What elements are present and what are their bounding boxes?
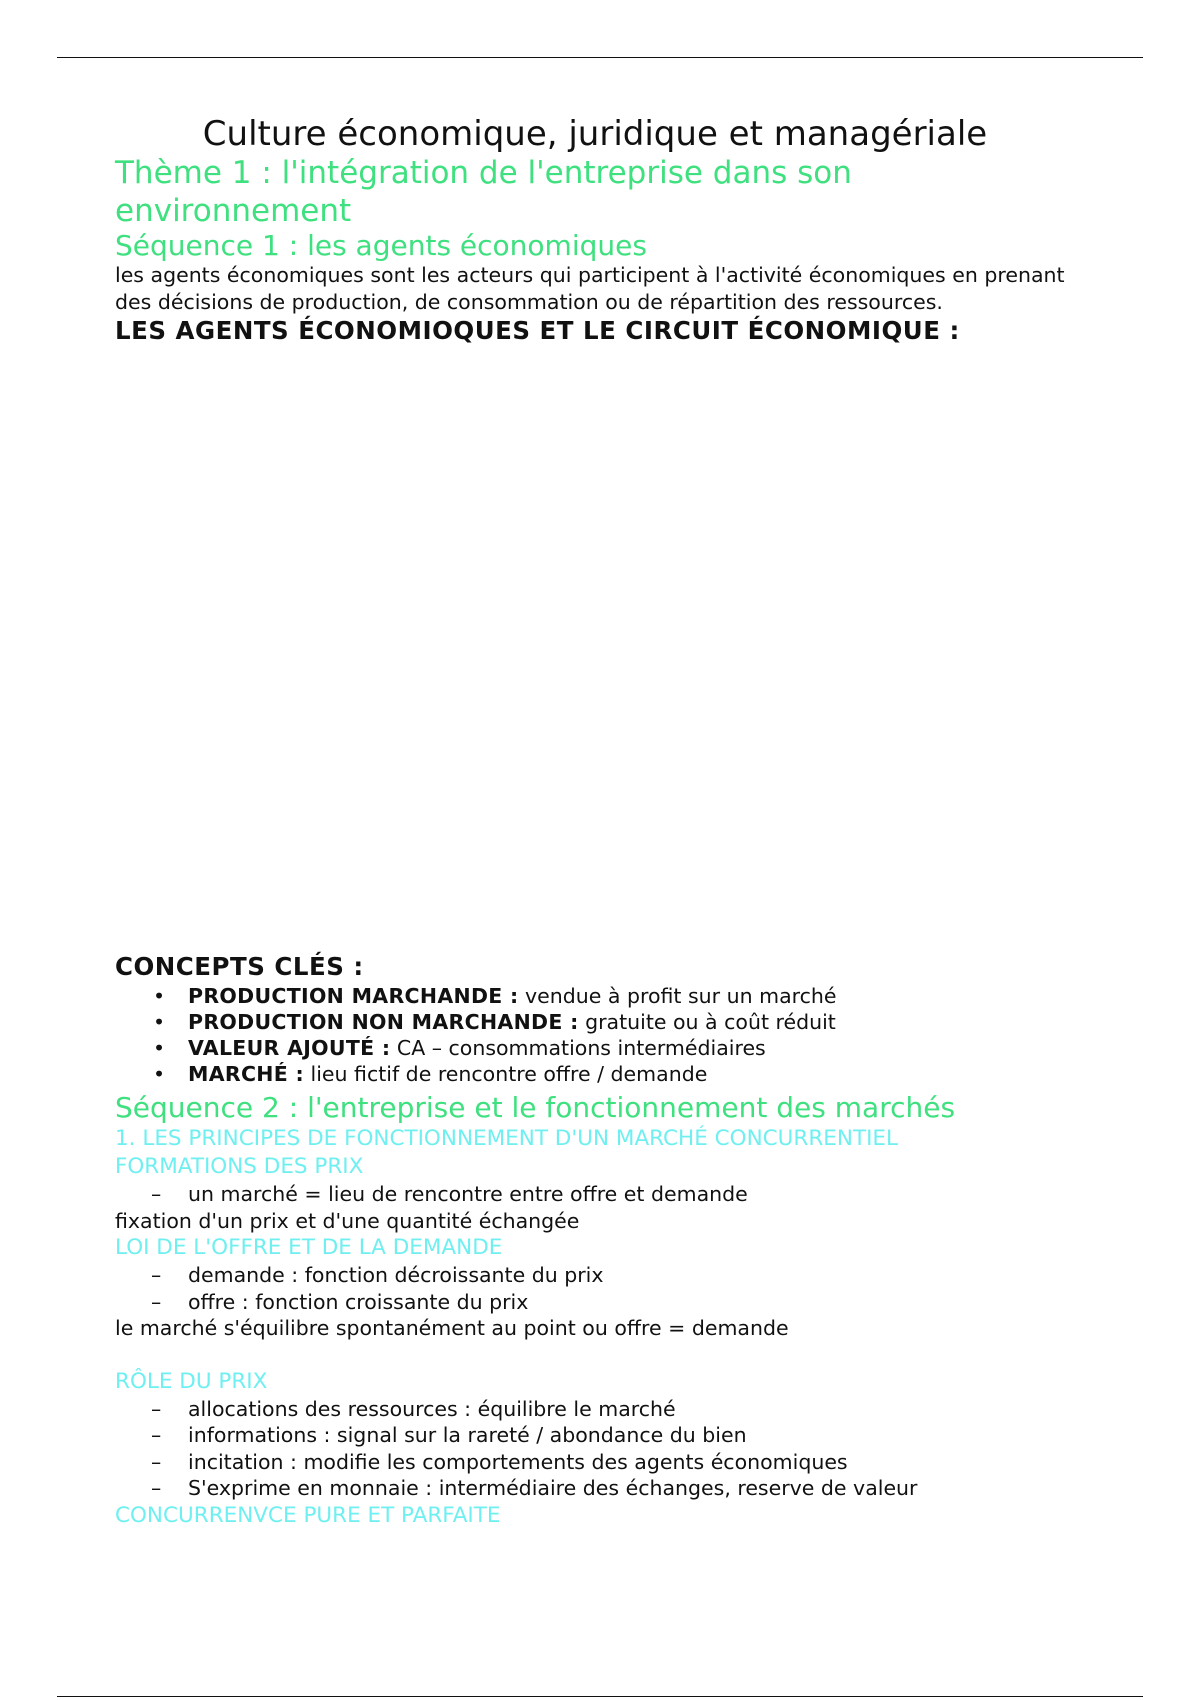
concept-term: PRODUCTION NON MARCHANDE :	[188, 1010, 579, 1034]
sequence-1-heading: Séquence 1 : les agents économiques	[115, 229, 647, 262]
blank-line	[115, 1342, 1075, 1368]
list-item	[115, 1181, 1075, 1208]
list-item-text: incitation : modifie les comportements des agents économiques	[188, 1449, 848, 1474]
dash-icon: –	[151, 1263, 162, 1287]
list-item-text: offre : fonction croissante du prix	[188, 1289, 529, 1314]
concept-term: VALEUR AJOUTÉ :	[188, 1036, 391, 1060]
bullet-icon: •	[153, 984, 166, 1008]
dash-icon: –	[151, 1449, 162, 1474]
document-title: Culture économique, juridique et managériale	[202, 114, 988, 154]
document-body	[115, 112, 1075, 1530]
list-item	[115, 1061, 1075, 1087]
competition-heading: CONCURRENVCE PURE ET PARFAITE	[115, 1502, 501, 1528]
bottom-rule	[57, 1696, 1143, 1697]
concept-term: MARCHÉ :	[188, 1062, 304, 1086]
concept-definition: lieu fictif de rencontre offre / demande	[304, 1062, 708, 1086]
role-heading: RÔLE DU PRIX	[115, 1368, 268, 1394]
dash-icon: –	[151, 1423, 162, 1447]
list-item-text: un marché = lieu de rencontre entre offre et demande	[188, 1182, 748, 1206]
dash-icon: –	[151, 1289, 162, 1314]
law-heading: LOI DE L'OFFRE ET DE LA DEMANDE	[115, 1235, 503, 1260]
concepts-list	[115, 983, 1075, 1087]
formation-list	[115, 1181, 1075, 1208]
list-item-text: allocations des ressources : équilibre le marché	[188, 1396, 676, 1421]
list-item-text: demande : fonction décroissante du prix	[188, 1263, 604, 1287]
dash-icon: –	[151, 1476, 162, 1500]
list-item	[115, 1396, 1075, 1423]
law-list	[115, 1262, 1075, 1315]
list-item	[115, 1289, 1075, 1316]
law-note: le marché s'équilibre spontanément au point ou offre = demande	[115, 1316, 789, 1340]
concept-definition: gratuite ou à coût réduit	[578, 1010, 836, 1034]
concept-term: PRODUCTION MARCHANDE :	[188, 984, 519, 1008]
list-item	[115, 1009, 1075, 1035]
formation-heading: FORMATIONS DES PRIX	[115, 1154, 364, 1179]
bullet-icon: •	[153, 1062, 166, 1086]
list-item	[115, 1449, 1075, 1476]
principles-heading: 1. LES PRINCIPES DE FONCTIONNEMENT D'UN MARCHÉ CONCURRENTIEL	[115, 1126, 898, 1151]
role-list	[115, 1396, 1075, 1502]
theme-heading: Thème 1 : l'intégration de l'entreprise dans son environnement	[115, 155, 852, 229]
sequence-1-intro: les agents économiques sont les acteurs qui participent à l'activité économiques en prenant des décisions de production, de consommation ou de répartition des ressources.	[115, 263, 1065, 314]
concept-definition: vendue à profit sur un marché	[518, 984, 837, 1008]
list-item	[115, 983, 1075, 1009]
list-item-text: S'exprime en monnaie : intermédiaire des échanges, reserve de valeur	[188, 1476, 918, 1500]
list-item-text: informations : signal sur la rareté / abondance du bien	[188, 1423, 747, 1447]
dash-icon: –	[151, 1396, 162, 1421]
dash-icon: –	[151, 1182, 162, 1206]
list-item	[115, 1475, 1075, 1502]
list-item	[115, 1262, 1075, 1289]
bullet-icon: •	[153, 1036, 166, 1060]
circuit-diagram-area	[115, 347, 1075, 951]
concepts-heading: CONCEPTS CLÉS :	[115, 952, 364, 981]
list-item	[115, 1422, 1075, 1449]
formation-note: fixation d'un prix et d'une quantité échangée	[115, 1208, 580, 1233]
concept-definition: CA – consommations intermédiaires	[390, 1036, 766, 1060]
list-item	[115, 1035, 1075, 1061]
top-rule	[57, 57, 1143, 58]
circuit-heading: LES AGENTS ÉCONOMIOQUES ET LE CIRCUIT ÉCONOMIQUE :	[115, 316, 960, 345]
sequence-2-heading: Séquence 2 : l'entreprise et le fonctionnement des marchés	[115, 1091, 956, 1124]
bullet-icon: •	[153, 1010, 166, 1034]
